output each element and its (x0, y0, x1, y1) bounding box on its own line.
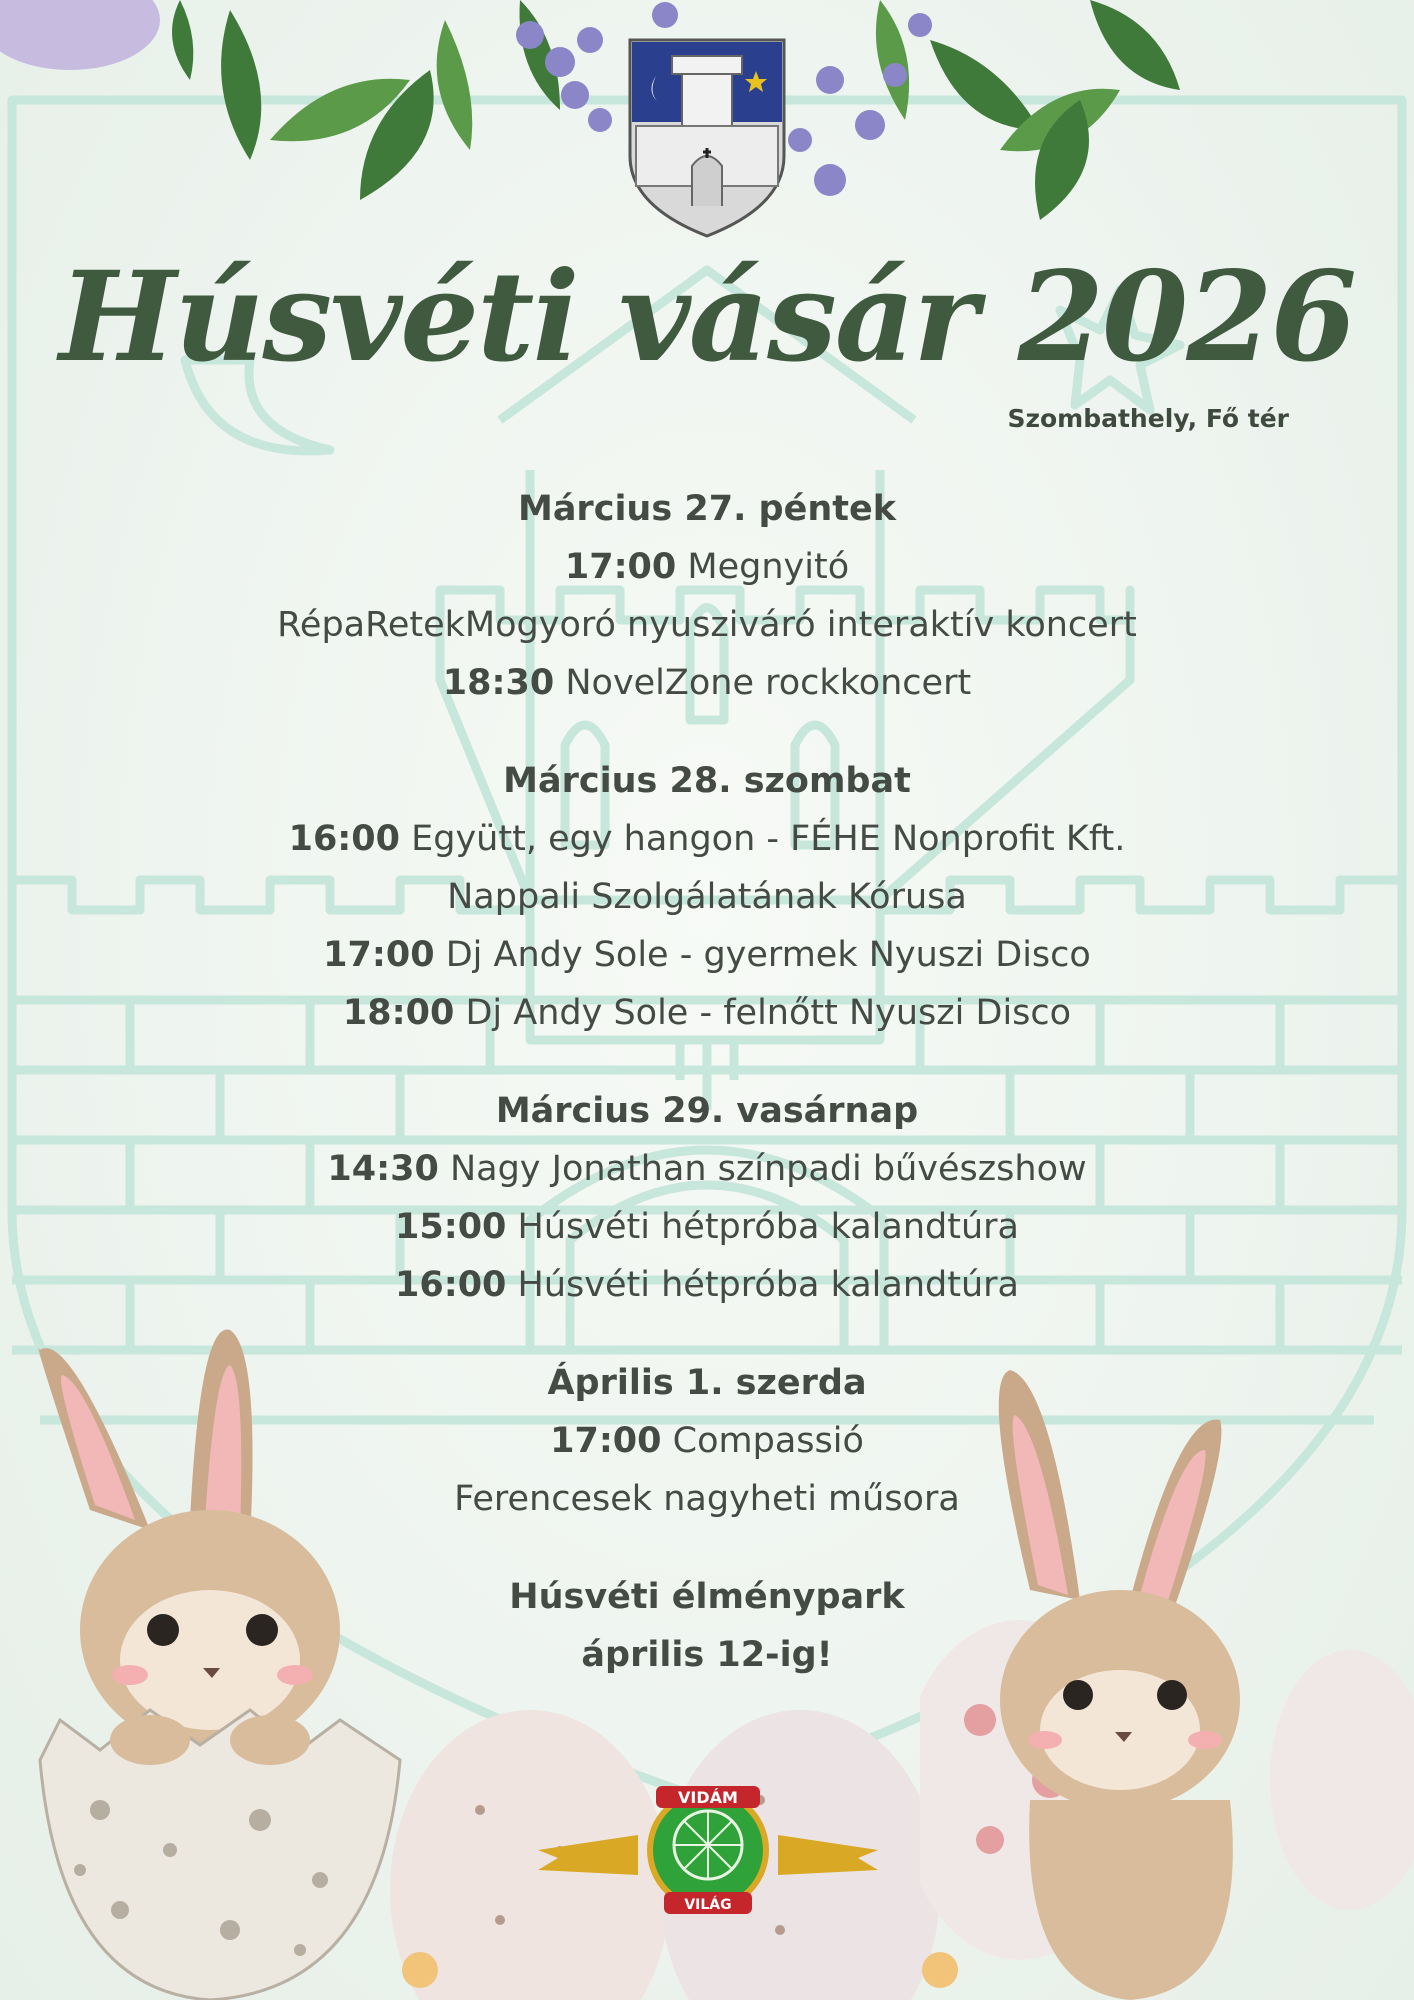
event-line (120, 596, 1294, 654)
vidam-vilag-logo (528, 1780, 888, 1920)
day-title: Március 29. vasárnap (495, 1091, 919, 1131)
event-time: 17:00 (564, 547, 677, 587)
event-text: Nagy Jonathan színpadi bűvészshow (438, 1149, 1087, 1189)
event-time: 18:00 (342, 993, 455, 1033)
day-title: Április 1. szerda (547, 1363, 867, 1403)
event-text: Nappali Szolgálatának Kórusa (447, 877, 967, 917)
closing-line: Húsvéti élménypark (509, 1577, 905, 1617)
logo-top-text: VIDÁM (678, 1788, 738, 1807)
event-time: 17:00 (550, 1421, 662, 1461)
event-line (120, 810, 1294, 868)
event-line (120, 1140, 1294, 1198)
logo-bottom-text: VILÁG (684, 1897, 732, 1913)
event-text: Húsvéti hétpróba kalandtúra (506, 1265, 1019, 1305)
event-line (120, 654, 1294, 712)
event-time: 18:30 (442, 663, 555, 703)
event-line (120, 1198, 1294, 1256)
event-time: 16:00 (288, 819, 401, 859)
event-text: Együtt, egy hangon - FÉHE Nonprofit Kft. (400, 819, 1126, 859)
coat-of-arms (626, 36, 788, 240)
day-title: Március 28. szombat (503, 761, 911, 801)
day-block (120, 480, 1294, 712)
event-text: NovelZone rockkoncert (554, 663, 972, 703)
bunny-left-illustration (0, 1290, 420, 2000)
event-line (120, 926, 1294, 984)
event-text: RépaRetekMogyoró nyusziváró interaktív koncert (277, 605, 1137, 645)
event-text: Dj Andy Sole - felnőtt Nyuszi Disco (454, 993, 1072, 1033)
event-line (120, 868, 1294, 926)
event-time: 15:00 (395, 1207, 507, 1247)
location-subtitle: Szombathely, Fő tér (1007, 404, 1289, 433)
event-text: Megnyitó (676, 547, 850, 587)
closing-line: április 12-ig! (581, 1635, 833, 1675)
day-block (120, 752, 1294, 1042)
bunny-right-illustration (920, 1340, 1414, 2000)
event-text: Compassió (661, 1421, 864, 1461)
event-time: 14:30 (327, 1149, 439, 1189)
event-line (120, 984, 1294, 1042)
event-text: Húsvéti hétpróba kalandtúra (506, 1207, 1019, 1247)
event-line (120, 538, 1294, 596)
event-text: Ferencesek nagyheti műsora (454, 1479, 960, 1519)
page-title: Húsvéti vásár 2026 (59, 245, 1355, 390)
event-text: Dj Andy Sole - gyermek Nyuszi Disco (434, 935, 1091, 975)
event-time: 17:00 (323, 935, 435, 975)
day-title: Március 27. péntek (517, 489, 897, 529)
event-time: 16:00 (395, 1265, 507, 1305)
day-block (120, 1082, 1294, 1314)
